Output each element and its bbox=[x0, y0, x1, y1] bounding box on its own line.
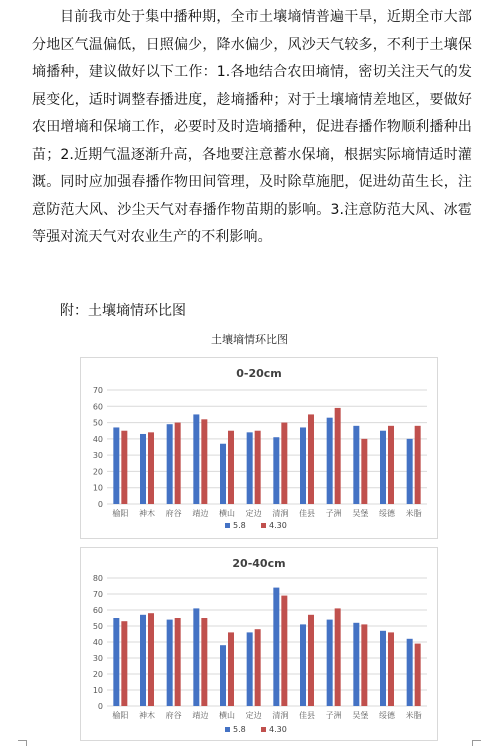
x-tick-label: 神木 bbox=[139, 509, 155, 518]
x-tick-label: 米脂 bbox=[405, 509, 422, 518]
y-tick-label: 30 bbox=[92, 451, 103, 461]
y-tick-label: 20 bbox=[92, 670, 103, 679]
page-corner-mark-left-h bbox=[18, 740, 27, 741]
bar-series2 bbox=[361, 439, 367, 504]
attachment-label: 附：土壤墒情环比图 bbox=[60, 303, 186, 319]
bar-series2 bbox=[175, 423, 181, 504]
chart-title: 20-40cm bbox=[232, 557, 286, 570]
bar-series1 bbox=[380, 431, 386, 504]
bar-series1 bbox=[353, 426, 359, 504]
bar-series1 bbox=[140, 434, 146, 504]
chart-20-40cm bbox=[80, 547, 438, 741]
figure-title: 土壤墒情环比图 bbox=[211, 333, 288, 346]
x-tick-label: 佳县 bbox=[299, 711, 315, 720]
bar-series2 bbox=[388, 632, 394, 706]
legend-label: 5.8 bbox=[233, 725, 246, 734]
legend-swatch bbox=[225, 523, 230, 528]
bar-series1 bbox=[327, 418, 333, 504]
y-tick-label: 70 bbox=[92, 590, 103, 599]
bar-series2 bbox=[281, 596, 287, 706]
y-tick-label: 30 bbox=[92, 654, 103, 663]
bar-series2 bbox=[255, 629, 261, 706]
x-tick-label: 靖边 bbox=[192, 509, 209, 518]
x-tick-label: 横山 bbox=[219, 711, 235, 720]
chart-0-20cm bbox=[80, 357, 438, 539]
chart-20-40cm-svg bbox=[81, 548, 437, 740]
bar-series1 bbox=[220, 645, 226, 706]
y-tick-label: 50 bbox=[92, 418, 103, 428]
bar-series1 bbox=[327, 620, 333, 706]
bar-series1 bbox=[407, 639, 413, 706]
y-tick-label: 0 bbox=[97, 702, 103, 711]
x-tick-label: 榆阳 bbox=[112, 711, 129, 720]
x-tick-label: 府谷 bbox=[165, 711, 182, 720]
bar-series1 bbox=[193, 414, 199, 504]
bar-series1 bbox=[300, 624, 306, 706]
legend-label: 4.30 bbox=[269, 521, 287, 530]
y-tick-label: 20 bbox=[92, 467, 103, 477]
bar-series2 bbox=[415, 644, 421, 706]
x-tick-label: 绥德 bbox=[379, 711, 395, 720]
bar-series1 bbox=[273, 437, 279, 504]
bar-series2 bbox=[228, 431, 234, 504]
page-corner-mark-right-h bbox=[472, 740, 481, 741]
x-tick-label: 横山 bbox=[219, 509, 235, 518]
x-tick-label: 清涧 bbox=[272, 711, 289, 720]
y-tick-label: 80 bbox=[92, 574, 103, 583]
bar-series2 bbox=[415, 426, 421, 504]
y-tick-label: 0 bbox=[97, 500, 103, 509]
bar-series2 bbox=[201, 618, 207, 706]
bar-series2 bbox=[361, 624, 367, 706]
bar-series1 bbox=[140, 615, 146, 706]
x-tick-label: 清涧 bbox=[272, 509, 289, 518]
y-tick-label: 10 bbox=[92, 686, 103, 695]
bar-series1 bbox=[113, 618, 119, 706]
x-tick-label: 靖边 bbox=[192, 711, 209, 720]
bar-series1 bbox=[300, 427, 306, 504]
advice-paragraph: 目前我市处于集中播种期，全市土壤墒情普遍干旱，近期全市大部分地区气温偏低，日照偏少，降水偏少，风沙天气较多，不利于土壤保墒播种，建议做好以下工作：1.各地结合农田墒情，密切关注天气的发展变化，适时调整春播进度，趁墒播种；对于土壤墒情差地区，要做好农田增墒和保墒工作，必要时及时造墒播种，促进春播作物顺利播种出苗；2.近期气温逐渐升高，各地要注意蓄水保墒，根据实际墒情适时灌溉。同时应加强春播作物田间管理，及时除草施肥，促进幼苗生长，注意防范大风、沙尘天气对春播作物苗期的影响。3.注意防范大风、冰雹等强对流天气对农业生产的不利影响。 bbox=[32, 9, 472, 245]
x-tick-label: 子洲 bbox=[325, 509, 342, 518]
bar-series2 bbox=[255, 431, 261, 504]
bar-series1 bbox=[407, 439, 413, 504]
bar-series2 bbox=[228, 632, 234, 706]
bar-series2 bbox=[335, 408, 341, 504]
chart-title: 0-20cm bbox=[236, 367, 282, 380]
bar-series2 bbox=[148, 432, 154, 504]
bar-series1 bbox=[193, 608, 199, 706]
x-tick-label: 绥德 bbox=[379, 509, 395, 518]
bar-series2 bbox=[201, 419, 207, 504]
x-tick-label: 定边 bbox=[245, 509, 262, 518]
y-tick-label: 70 bbox=[92, 386, 103, 395]
x-tick-label: 佳县 bbox=[299, 509, 315, 518]
bar-series2 bbox=[281, 423, 287, 504]
legend-swatch bbox=[261, 523, 266, 528]
x-tick-label: 吴堡 bbox=[352, 711, 369, 720]
bar-series1 bbox=[247, 432, 253, 504]
legend-swatch bbox=[261, 727, 266, 732]
y-tick-label: 40 bbox=[92, 638, 103, 647]
x-tick-label: 吴堡 bbox=[352, 509, 369, 518]
bar-series2 bbox=[121, 621, 127, 706]
x-tick-label: 府谷 bbox=[165, 509, 182, 518]
y-tick-label: 60 bbox=[92, 606, 103, 615]
x-tick-label: 榆阳 bbox=[112, 509, 129, 518]
bar-series2 bbox=[308, 615, 314, 706]
bar-series1 bbox=[167, 424, 173, 504]
x-tick-label: 子洲 bbox=[325, 711, 342, 720]
legend-label: 5.8 bbox=[233, 521, 246, 530]
legend-label: 4.30 bbox=[269, 725, 287, 734]
bar-series1 bbox=[273, 588, 279, 706]
x-tick-label: 神木 bbox=[139, 711, 155, 720]
bar-series1 bbox=[167, 620, 173, 706]
bar-series2 bbox=[335, 608, 341, 706]
bar-series2 bbox=[148, 613, 154, 706]
bar-series1 bbox=[353, 623, 359, 706]
x-tick-label: 定边 bbox=[245, 711, 262, 720]
y-tick-label: 60 bbox=[92, 402, 103, 412]
x-tick-label: 米脂 bbox=[405, 711, 422, 720]
bar-series1 bbox=[220, 444, 226, 504]
legend-swatch bbox=[225, 727, 230, 732]
y-tick-label: 40 bbox=[92, 434, 103, 444]
bar-series1 bbox=[247, 632, 253, 706]
y-tick-label: 10 bbox=[92, 483, 103, 493]
bar-series2 bbox=[388, 426, 394, 504]
bar-series2 bbox=[175, 618, 181, 706]
bar-series2 bbox=[121, 431, 127, 504]
bar-series1 bbox=[113, 427, 119, 504]
y-tick-label: 50 bbox=[92, 622, 103, 631]
bar-series2 bbox=[308, 414, 314, 504]
chart-0-20cm-svg bbox=[81, 358, 437, 538]
bar-series1 bbox=[380, 631, 386, 706]
